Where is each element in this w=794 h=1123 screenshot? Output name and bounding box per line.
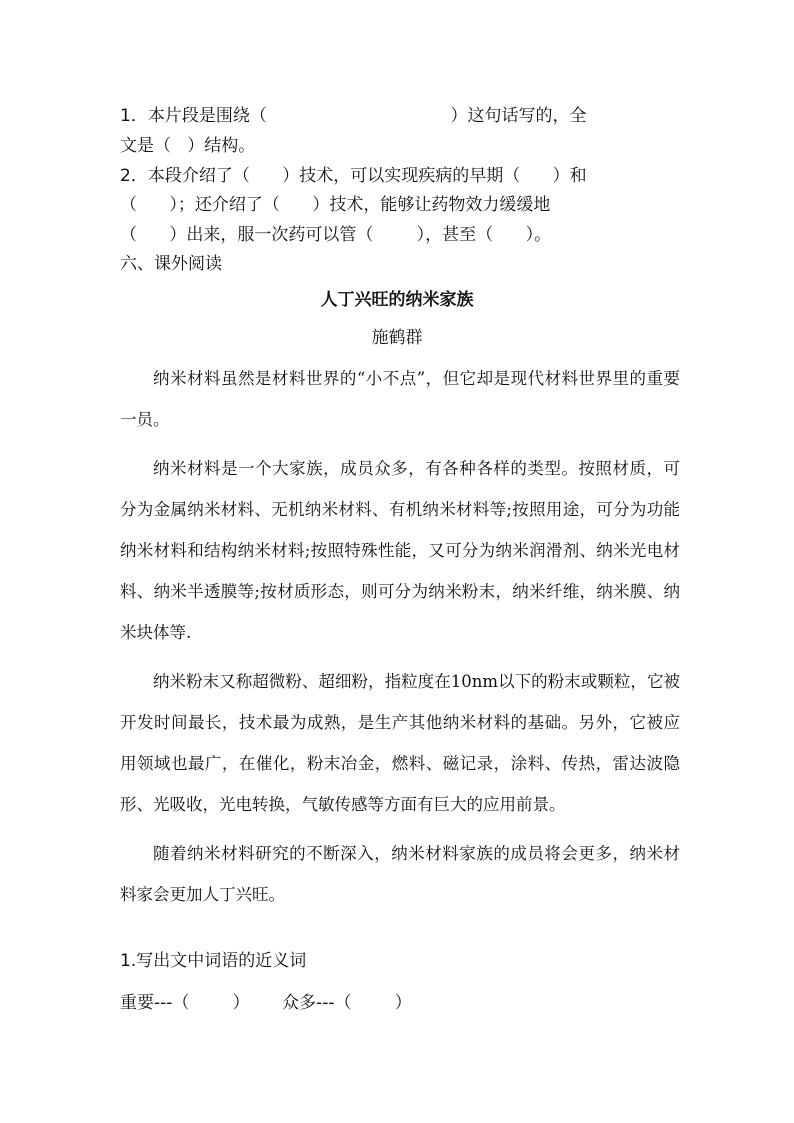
section-heading: 六、课外阅读 [120,254,222,274]
question-1-line-2: 文是（ ）结构。 [120,136,256,156]
article-paragraph: 随着纳米材料研究的不断深入，纳米材料家族的成员将会更多，纳米材料家会更加人丁兴旺。 [120,844,680,904]
article-author: 施鹤群 [371,328,423,348]
question-1-line-1: 1．本片段是围绕（ ）这句话写的，全 [120,106,587,126]
question-synonym-prompt: 1.写出文中词语的近义词 [120,951,307,971]
article-body [120,358,680,915]
question-2-line-2: （ ）；还介绍了（ ）技术，能够让药物效力缓缓地 [120,195,551,215]
question-synonym-blanks: 重要---（ ） 众多---（ ） [120,993,412,1013]
question-2-line-1: 2．本段介绍了（ ）技术，可以实现疾病的早期（ ）和 [120,166,587,186]
article-paragraph: 纳米材料是一个大家族，成员众多，有各种各样的类型。按照材质，可分为金属纳米材料、无机纳米材料、有机纳米材料等;按照用途，可分为功能纳米材料和结构纳米材料;按照特殊性能，又可分为纳米润滑剂、纳米光电材料、纳米半透膜等;按材质形态，则可分为纳米粉末，纳米纤维，纳米膜、纳米块体等. [120,459,680,642]
article-paragraph: 纳米材料虽然是材料世界的“小不点”，但它却是现代材料世界里的重要一员。 [120,369,680,429]
question-2-line-3: （ ）出来，服一次药可以管（ ），甚至（ ）。 [120,225,552,245]
article-title: 人丁兴旺的纳米家族 [320,290,474,310]
article-paragraph: 纳米粉末又称超微粉、超细粉，指粒度在10nm以下的粉末或颗粒，它被开发时间最长，技术最为成熟，是生产其他纳米材料的基础。另外，它被应用领域也最广，在催化，粉末冶金，燃料、磁记录，涂料、传热，雷达波隐形、光吸收，光电转换，气敏传感等方面有巨大的应用前景。 [120,672,680,814]
